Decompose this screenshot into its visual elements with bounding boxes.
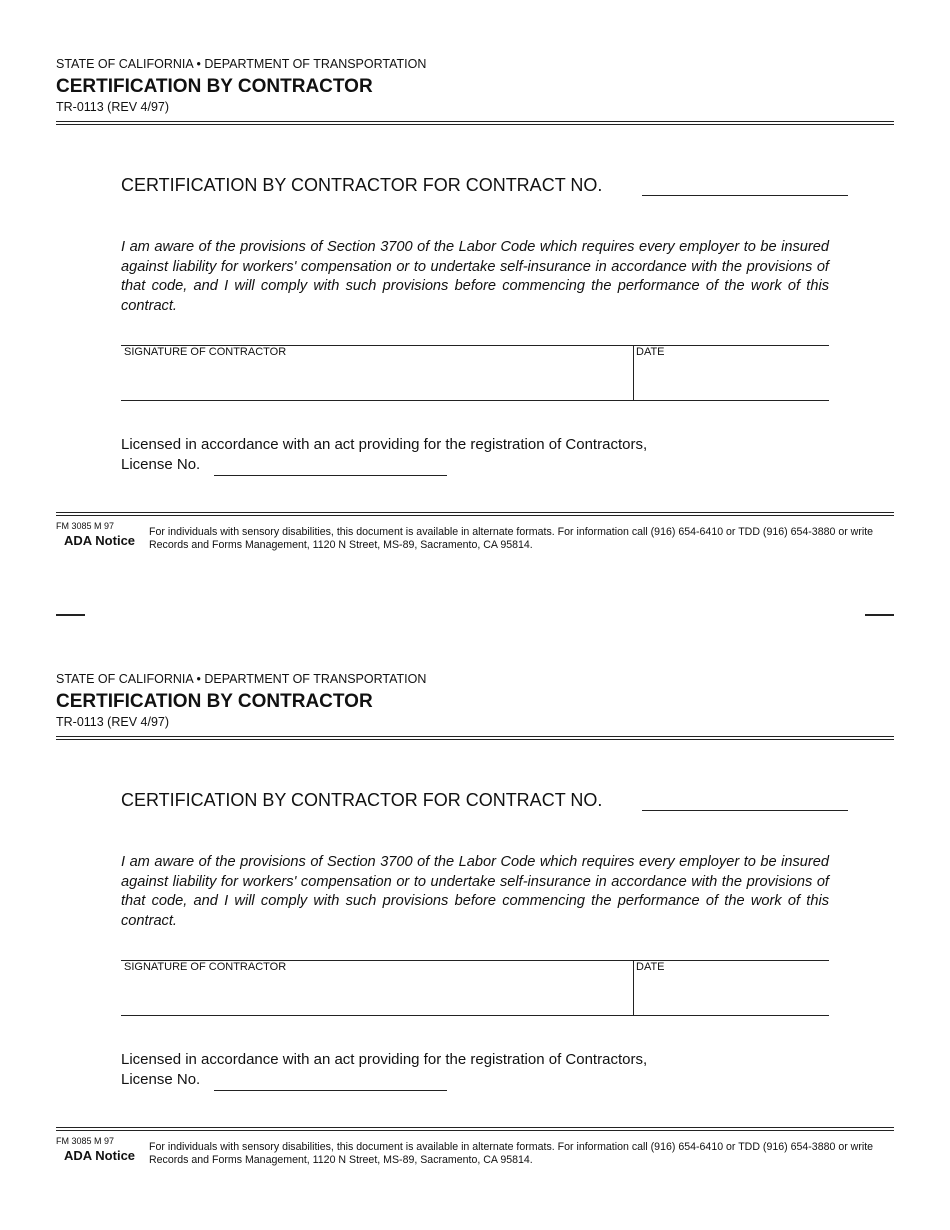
compliance-statement: I am aware of the provisions of Section 3700 of the Labor Code which requires every employer to be insured against liability for workers' compensation or to undertake self-insurance in accordance with the provisions of that code, and I will comply with such provisions before commencing the performance of the work of this contract. xyxy=(121,239,829,314)
contract-number-label: CERTIFICATION BY CONTRACTOR FOR CONTRACT NO. xyxy=(121,175,603,195)
fm-code: FM 3085 M 97 xyxy=(56,521,115,531)
date-field[interactable] xyxy=(637,975,825,1013)
form-title: CERTIFICATION BY CONTRACTOR xyxy=(56,691,373,712)
compliance-statement: I am aware of the provisions of Section 3700 of the Labor Code which requires every employer to be insured against liability for workers' compensation or to undertake self-insurance in accordance with the provisions of that code, and I will comply with such provisions before commencing the performance of the work of this contract. xyxy=(121,854,829,929)
signature-date-divider xyxy=(633,961,634,1015)
ada-notice-title: ADA Notice xyxy=(64,533,136,548)
date-label: DATE xyxy=(636,346,665,358)
license-number-field[interactable] xyxy=(214,460,447,476)
contract-number-label: CERTIFICATION BY CONTRACTOR FOR CONTRACT NO. xyxy=(121,790,603,810)
form-revision: TR-0113 (REV 4/97) xyxy=(56,715,170,729)
ada-notice-text: For individuals with sensory disabilities, this document is available in alternate formats. For information call (916) 654-6410 or TDD (916) 654-3880 or write Records and Forms Management, 1120 N Street, MS-89, Sacramento, CA 95814. xyxy=(149,526,874,552)
fm-code: FM 3085 M 97 xyxy=(56,1136,115,1146)
certification-form-1 xyxy=(0,0,950,560)
licensed-statement: Licensed in accordance with an act providing for the registration of Contractors, xyxy=(121,436,648,453)
form-revision: TR-0113 (REV 4/97) xyxy=(56,100,170,114)
footer-divider xyxy=(56,512,894,516)
contract-number-field[interactable] xyxy=(642,180,848,196)
certification-form-2 xyxy=(0,615,950,1175)
signature-label: SIGNATURE OF CONTRACTOR xyxy=(124,346,287,358)
signature-date-box xyxy=(121,960,829,1016)
signature-field[interactable] xyxy=(121,975,629,1013)
footer-divider xyxy=(56,1127,894,1131)
signature-date-box xyxy=(121,345,829,401)
header-divider xyxy=(56,736,894,740)
signature-label: SIGNATURE OF CONTRACTOR xyxy=(124,961,287,973)
licensed-statement: Licensed in accordance with an act providing for the registration of Contractors, xyxy=(121,1051,648,1068)
form-title: CERTIFICATION BY CONTRACTOR xyxy=(56,76,373,97)
license-number-field[interactable] xyxy=(214,1075,447,1091)
ada-notice-text: For individuals with sensory disabilities, this document is available in alternate formats. For information call (916) 654-6410 or TDD (916) 654-3880 or write Records and Forms Management, 1120 N Street, MS-89, Sacramento, CA 95814. xyxy=(149,1141,874,1167)
signature-date-divider xyxy=(633,346,634,400)
license-number-label: License No. xyxy=(121,456,201,473)
date-field[interactable] xyxy=(637,360,825,398)
agency-header: STATE OF CALIFORNIA • DEPARTMENT OF TRANSPORTATION xyxy=(56,57,427,71)
date-label: DATE xyxy=(636,961,665,973)
header-divider xyxy=(56,121,894,125)
license-number-label: License No. xyxy=(121,1071,201,1088)
ada-notice-title: ADA Notice xyxy=(64,1148,136,1163)
signature-field[interactable] xyxy=(121,360,629,398)
contract-number-field[interactable] xyxy=(642,795,848,811)
agency-header: STATE OF CALIFORNIA • DEPARTMENT OF TRANSPORTATION xyxy=(56,672,427,686)
